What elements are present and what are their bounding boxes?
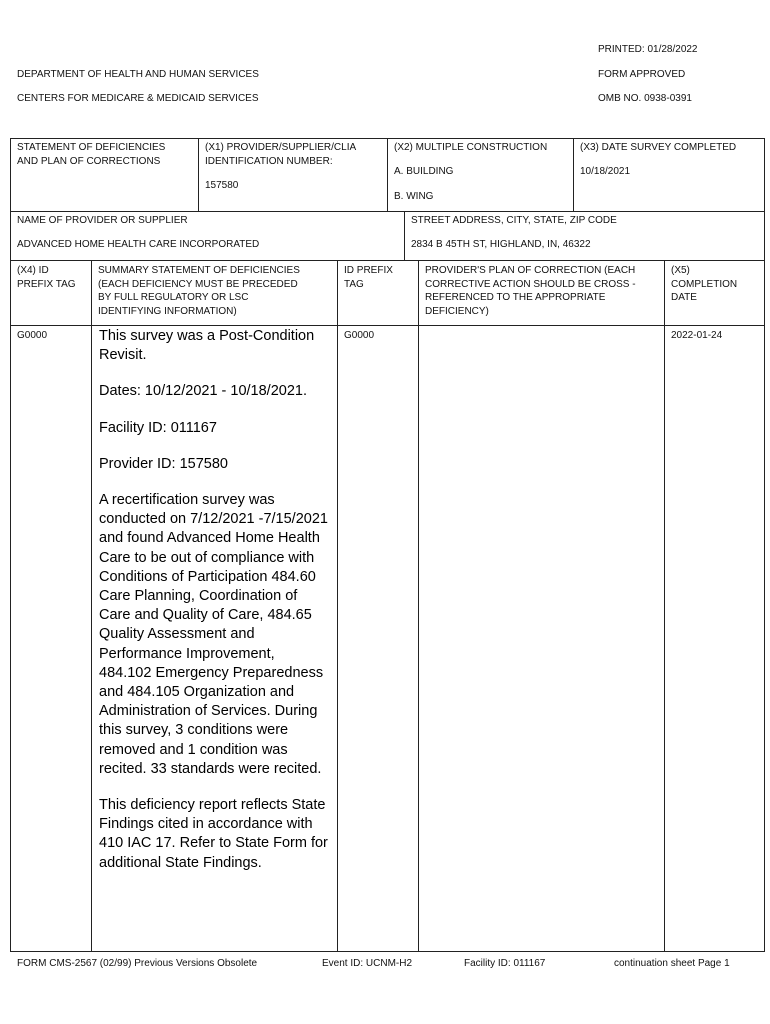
provider-name-label: NAME OF PROVIDER OR SUPPLIER xyxy=(17,215,188,226)
provider-name-value: ADVANCED HOME HEALTH CARE INCORPORATED xyxy=(17,239,260,250)
x1-label: (X1) PROVIDER/SUPPLIER/CLIA IDENTIFICATION NUMBER: xyxy=(205,142,357,167)
summary-paragraph: Dates: 10/12/2021 - 10/18/2021. xyxy=(99,383,307,400)
completion-date: 2022-01-24 xyxy=(671,330,723,341)
prefix-tag: G0000 xyxy=(17,330,48,341)
address-label: STREET ADDRESS, CITY, STATE, ZIP CODE xyxy=(411,215,617,226)
x3-label: (X3) DATE SURVEY COMPLETED xyxy=(580,142,737,153)
statement-label: STATEMENT OF DEFICIENCIES AND PLAN OF CORRECTIONS xyxy=(17,142,166,167)
summary-paragraph: A recertification survey was conducted on 7/12/2021 -7/15/2021 and found Advanced Home Health Care to be out of compliance with Conditions of Participation 484.60 Care Planning, Coordination of Care and Quality of Care, 484.65 Quality Assessment and Performance Improvement, 484.102 Emergency Preparedness and 484.105 Organization and Administration of Services. During this survey, 3 conditions were removed and 1 condition was recited. 33 standards were recited. xyxy=(99,492,328,777)
department-heading: DEPARTMENT OF HEALTH AND HUMAN SERVICES xyxy=(17,69,259,80)
plan-header: PROVIDER'S PLAN OF CORRECTION (EACH CORRECTIVE ACTION SHOULD BE CROSS - REFERENCED TO THE APPROPRIATE DEFICIENCY) xyxy=(425,265,636,317)
x4-header: (X4) ID PREFIX TAG xyxy=(17,265,76,290)
id-prefix-tag: G0000 xyxy=(344,330,375,341)
summary-paragraph: Provider ID: 157580 xyxy=(99,455,228,472)
centers-heading: CENTERS FOR MEDICARE & MEDICAID SERVICES xyxy=(17,93,259,104)
summary-paragraph: This survey was a Post-Condition Revisit. xyxy=(99,328,315,364)
x3-value: 10/18/2021 xyxy=(580,166,631,177)
x2-building: A. BUILDING xyxy=(394,166,454,177)
x5-header: (X5) COMPLETION DATE xyxy=(671,265,738,303)
summary-paragraph: Facility ID: 011167 xyxy=(99,419,217,436)
printed-date: PRINTED: 01/28/2022 xyxy=(598,44,698,55)
footer-continuation: continuation sheet Page 1 xyxy=(614,958,730,969)
address-value: 2834 B 45TH ST, HIGHLAND, IN, 46322 xyxy=(411,239,591,250)
form-approved: FORM APPROVED xyxy=(598,69,686,80)
id-prefix-header: ID PREFIX TAG xyxy=(344,265,393,290)
omb-number: OMB NO. 0938-0391 xyxy=(598,93,692,104)
x2-wing: B. WING xyxy=(394,191,434,202)
footer-form: FORM CMS-2567 (02/99) Previous Versions Obsolete xyxy=(17,958,258,969)
footer-facility-id: Facility ID: 011167 xyxy=(464,958,546,969)
footer-event-id: Event ID: UCNM-H2 xyxy=(322,958,413,969)
deficiency-summary xyxy=(99,327,331,890)
summary-header: SUMMARY STATEMENT OF DEFICIENCIES (EACH DEFICIENCY MUST BE PRECEDED BY FULL REGULATORY OR LSC IDENTIFYING INFORMATION) xyxy=(98,265,300,317)
summary-paragraph: This deficiency report reflects State Findings cited in accordance with 410 IAC 17. Refer to State Form for additional State Findings. xyxy=(99,797,328,871)
x2-label: (X2) MULTIPLE CONSTRUCTION xyxy=(394,142,548,153)
x1-value: 157580 xyxy=(205,180,239,191)
